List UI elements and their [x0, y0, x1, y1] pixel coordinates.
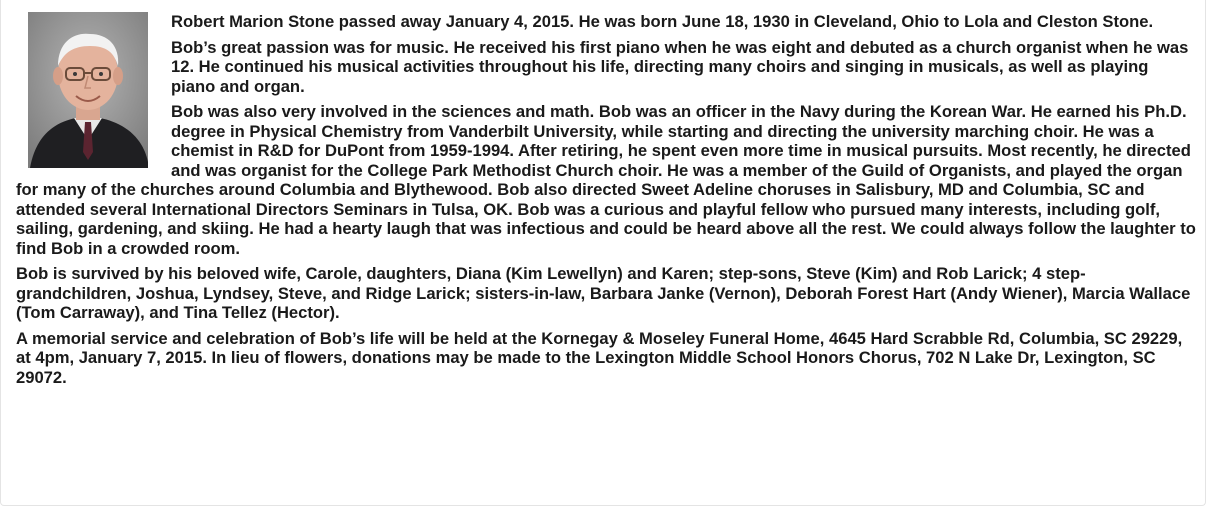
obituary-content	[16, 12, 1196, 393]
paragraph-birth: Robert Marion Stone passed away January 4, 2015. He was born June 18, 1930 in Cleveland, Ohio to Lola and Cleston Stone.	[171, 12, 1154, 31]
paragraph-career: Bob was also very involved in the sciences and math. Bob was an officer in the Navy during the Korean War. He earned his Ph.D. degree in Physical Chemistry from Vanderbilt University, while starting and directing the university marching choir. He was a chemist in R&D for DuPont from 1959-1994. After retiring, he spent even more time in musical pursuits. Most recently, he directed and was organist for the College Park Methodist Church choir. He was a member of the Guild of Organists, and played the organ for many of the churches around Columbia and Blythewood. Bob also directed Sweet Adeline choruses in Salisbury, MD and Columbia, SC and attended several International Directors Seminars in Tulsa, OK. Bob was a curious and playful fellow who pursued many interests, including golf, sailing, gardening, and skiing. He had a hearty laugh that was infectious and could be heard above all the rest. We could always follow the laughter to find Bob in a crowded room.	[16, 102, 1196, 258]
portrait-photo	[28, 12, 148, 168]
paragraph-survivors: Bob is survived by his beloved wife, Carole, daughters, Diana (Kim Lewellyn) and Karen; step-sons, Steve (Kim) and Rob Larick; 4 step-grandchildren, Joshua, Lyndsey, Steve, and Ridge Larick; sisters-in-law, Barbara Janke (Vernon), Deborah Forest Hart (Andy Wiener), Marcia Wallace (Tom Carraway), and Tina Tellez (Hector).	[16, 264, 1191, 322]
paragraph-music: Bob’s great passion was for music. He received his first piano when he was eight and debuted as a church organist when he was 12. He continued his musical activities throughout his life, directing many choirs and singing in musicals, as well as playing piano and organ.	[171, 37, 1189, 96]
portrait-icon	[28, 12, 148, 168]
paragraph-memorial: A memorial service and celebration of Bob’s life will be held at the Kornegay & Moseley Funeral Home, 4645 Hard Scrabble Rd, Columbia, SC 29229, at 4pm, January 7, 2015. In lieu of flowers, donations may be made to the Lexington Middle School Honors Chorus, 702 N Lake Dr, Lexington, SC 29072.	[16, 328, 1183, 387]
